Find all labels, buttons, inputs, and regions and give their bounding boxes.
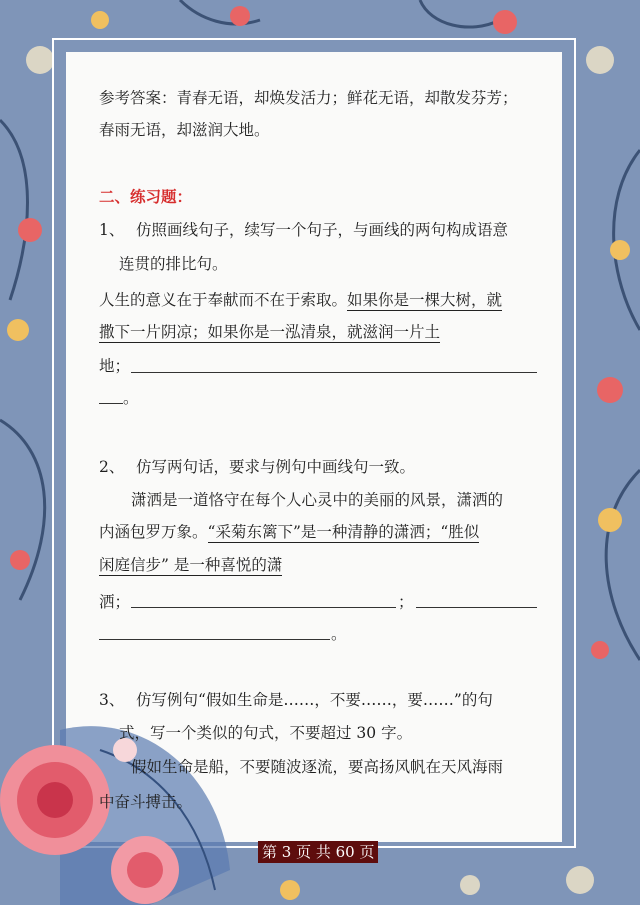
q1-text-line-1 — [99, 288, 502, 310]
q2-underlined-2: 闲庭信步” 是一种喜悦的潇 — [99, 556, 283, 574]
q1-end-mark: 。 — [123, 389, 139, 407]
q2-semicolon: ； — [398, 593, 414, 611]
q2-underlined-1: “采菊东篱下”是一种清静的潇洒；“胜似 — [207, 523, 480, 541]
q2-text-plain: 内涵包罗万象。 — [99, 523, 208, 541]
q2-end-mark: 。 — [331, 625, 347, 643]
q3-prompt-line-1: 仿写例句“假如生命是……，不要……，要……”的句 — [136, 691, 493, 709]
q1-text-line-2 — [99, 320, 440, 342]
q2-text-line-2 — [99, 520, 479, 542]
q3-prompt-line-2: 式，写一个类似的句式，不要超过 30 字。 — [119, 724, 413, 742]
q1-answer-blank-2[interactable] — [99, 402, 123, 404]
section-title: 二、练习题： — [99, 187, 193, 206]
q3-number: 3、 — [99, 691, 125, 709]
answer-line-1: 参考答案：青春无语，却焕发活力；鲜花无语，却散发芬芳； — [99, 89, 518, 107]
q2-text-line-1: 潇洒是一道恪守在每个人心灵中的美丽的风景，潇洒的 — [131, 491, 504, 509]
q1-underlined-1: 如果你是一棵大树，就 — [347, 291, 503, 309]
q1-text-plain: 人生的意义在于奉献而不在于索取。 — [99, 291, 348, 309]
q2-text-line-4-start: 洒； — [99, 593, 131, 611]
page-number-footer: 第 3 页 共 60 页 — [258, 841, 378, 863]
q2-answer-blank-2[interactable] — [416, 606, 537, 608]
q3-example-line-1: 假如生命是船，不要随波逐流，要高扬风帆在天风海雨 — [131, 758, 504, 776]
q2-prompt: 仿写两句话，要求与例句中画线句一致。 — [136, 458, 416, 476]
q2-number: 2、 — [99, 458, 125, 476]
q1-prompt-line-2: 连贯的排比句。 — [119, 255, 228, 273]
q1-prompt-line-1: 仿照画线句子，续写一个句子，与画线的两句构成语意 — [136, 221, 509, 239]
q2-answer-blank-1[interactable] — [131, 606, 396, 608]
q3-example-line-2: 中奋斗搏击。 — [99, 793, 193, 811]
q1-number: 1、 — [99, 221, 125, 239]
q2-text-line-3 — [99, 553, 282, 575]
q1-text-line-3: 地； — [99, 357, 131, 375]
q2-answer-blank-3[interactable] — [99, 638, 330, 640]
q1-answer-blank-1[interactable] — [131, 371, 537, 373]
answer-line-2: 春雨无语，却滋润大地。 — [99, 121, 270, 139]
q1-underlined-2: 撒下一片阴凉；如果你是一泓清泉，就滋润一片土 — [99, 323, 441, 341]
